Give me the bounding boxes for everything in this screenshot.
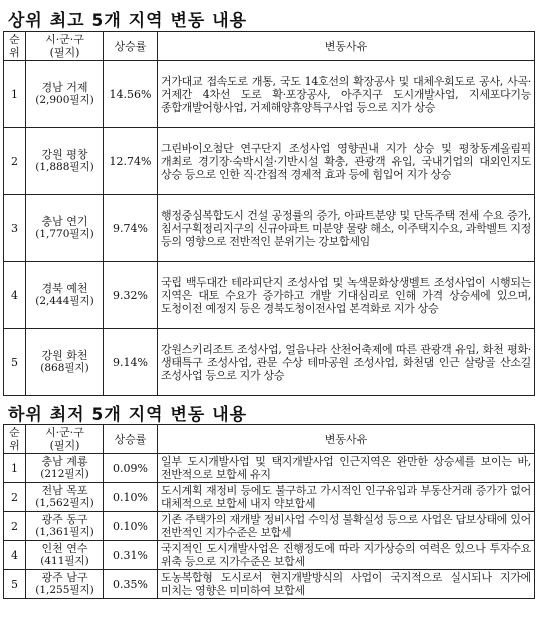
region-parcels: (1,255필지) bbox=[35, 584, 94, 596]
region-name: 광주 남구 bbox=[41, 571, 88, 584]
table-row bbox=[4, 262, 535, 329]
region-cell bbox=[26, 570, 104, 599]
region-parcels: (1,361필지) bbox=[35, 526, 94, 538]
rank-cell: 4 bbox=[4, 541, 26, 570]
region-parcels: (1,562필지) bbox=[35, 497, 94, 509]
region-cell bbox=[26, 541, 104, 570]
region-name: 충남 연기 bbox=[41, 215, 88, 228]
table-row bbox=[4, 329, 535, 396]
region-cell bbox=[26, 262, 104, 329]
bottom-regions-table bbox=[3, 424, 535, 599]
region-parcels: (2,444필지) bbox=[35, 295, 94, 307]
header-reason bbox=[158, 425, 535, 454]
header-rate-label: 상승률 bbox=[114, 39, 147, 53]
top-regions-table bbox=[3, 31, 535, 396]
top-section-title: 상위 최고 5개 지역 변동 내용 bbox=[8, 11, 248, 31]
table-row bbox=[4, 195, 535, 262]
region-parcels: (1,888필지) bbox=[35, 161, 94, 173]
rate-cell: 0.10% bbox=[104, 512, 158, 541]
rank-cell: 1 bbox=[4, 61, 26, 128]
rate-cell: 0.10% bbox=[104, 483, 158, 512]
rank-cell: 2 bbox=[4, 128, 26, 195]
header-rank-label: 순 위 bbox=[9, 426, 20, 452]
region-name: 강원 화천 bbox=[41, 349, 88, 362]
header-rank bbox=[4, 32, 26, 61]
rate-cell: 0.09% bbox=[104, 454, 158, 483]
region-name: 전남 목포 bbox=[41, 484, 88, 497]
bottom-section-title: 하위 최저 5개 지역 변동 내용 bbox=[8, 405, 248, 425]
reason-cell: 일부 도시개발사업 및 택지개발사업 인근지역은 완만한 상승세를 보이는 바, 전반적으로 보합세 유지 bbox=[158, 454, 535, 483]
table-row bbox=[4, 61, 535, 128]
header-rate bbox=[104, 425, 158, 454]
rate-cell: 0.31% bbox=[104, 541, 158, 570]
rate-cell: 9.14% bbox=[104, 329, 158, 396]
header-reason-label: 변동사유 bbox=[324, 432, 368, 446]
header-reason-label: 변동사유 bbox=[324, 39, 368, 53]
rank-cell: 3 bbox=[4, 195, 26, 262]
reason-cell: 그린바이오첨단 연구단지 조성사업 영향권내 지가 상승 및 평창동계올림픽 개최로 경기장·숙박시설·기반시설 확충, 관광객 유입, 국내기업의 대외인지도 상승 등으로 인한 직·간접적 경제적 효과 등에 힘입어 지가 상승 bbox=[158, 128, 535, 195]
table-row bbox=[4, 512, 535, 541]
reason-cell: 도농복합형 도시로서 현지개발방식의 사업이 국지적으로 실시되나 지가에 미치는 영향은 미미하여 보합세 bbox=[158, 570, 535, 599]
region-cell bbox=[26, 483, 104, 512]
region-parcels: (2,900필지) bbox=[35, 94, 94, 106]
region-name: 인천 연수 bbox=[41, 542, 88, 555]
rank-cell: 2 bbox=[4, 512, 26, 541]
table-row bbox=[4, 483, 535, 512]
region-parcels: (212필지) bbox=[40, 468, 89, 480]
header-reason bbox=[158, 32, 535, 61]
region-cell bbox=[26, 512, 104, 541]
reason-cell: 도시계획 재정비 등에도 불구하고 가시적인 인구유입과 부동산거래 증가가 없어 대체적으로 보합세 내지 약보합세 bbox=[158, 483, 535, 512]
table-row bbox=[4, 541, 535, 570]
rate-cell: 9.32% bbox=[104, 262, 158, 329]
region-cell bbox=[26, 195, 104, 262]
rank-cell: 1 bbox=[4, 454, 26, 483]
header-region-label: 시·군·구 (필지) bbox=[45, 426, 84, 452]
rank-cell: 5 bbox=[4, 329, 26, 396]
table-row bbox=[4, 570, 535, 599]
region-name: 강원 평창 bbox=[41, 148, 88, 161]
header-region-label: 시·군·구 (필지) bbox=[45, 33, 84, 59]
reason-cell: 국지적인 도시개발사업은 진행정도에 따라 지가상승의 여력은 있으나 투자수요 위축 등으로 지가수준은 보합세 bbox=[158, 541, 535, 570]
region-parcels: (411필지) bbox=[40, 555, 89, 567]
region-cell bbox=[26, 128, 104, 195]
rate-cell: 0.35% bbox=[104, 570, 158, 599]
rank-cell: 4 bbox=[4, 262, 26, 329]
rate-cell: 12.74% bbox=[104, 128, 158, 195]
region-name: 경남 거제 bbox=[41, 81, 88, 94]
rate-cell: 14.56% bbox=[104, 61, 158, 128]
header-region bbox=[26, 425, 104, 454]
table-row bbox=[4, 128, 535, 195]
header-rank-label: 순 위 bbox=[9, 33, 20, 59]
region-cell bbox=[26, 454, 104, 483]
reason-cell: 국립 백두대간 테라피단지 조성사업 및 녹색문화상생벨트 조성사업이 시행되는 지역은 대토 수요가 증가하고 개발 기대심리로 인해 가격 상승세에 있으며, 도청이전 예정지 등은 경북도청이전사업 본격화로 지가 상승 bbox=[158, 262, 535, 329]
rate-cell: 9.74% bbox=[104, 195, 158, 262]
region-name: 충남 계룡 bbox=[41, 455, 88, 468]
reason-cell: 기존 주택가의 재개발 정비사업 수익성 불확실성 등으로 사업은 답보상태에 있어 전반적인 지가수준은 보합세 bbox=[158, 512, 535, 541]
reason-cell: 행정중심복합도시 건설 공정률의 증가, 아파트분양 및 단독주택 전세 수요 증가, 침서구획정리지구의 신규아파트 미분양 물량 해소, 이주택지수요, 과학벨트 지정 등의 영향으로 전반적인 분위기는 강보합세임 bbox=[158, 195, 535, 262]
header-rank bbox=[4, 425, 26, 454]
header-rate bbox=[104, 32, 158, 61]
rank-cell: 5 bbox=[4, 570, 26, 599]
region-parcels: (868필지) bbox=[40, 362, 89, 374]
region-cell bbox=[26, 61, 104, 128]
rank-cell: 2 bbox=[4, 483, 26, 512]
table-header-row bbox=[4, 32, 535, 61]
reason-cell: 강원스키리조트 조성사업, 얼음나라 산천어축제에 따른 관광객 유입, 화천 평화·생태특구 조성사업, 관문 수상 테마공원 조성사업, 화천댐 인근 살랑골 산소길 조성사업 등으로 지가 상승 bbox=[158, 329, 535, 396]
region-parcels: (1,770필지) bbox=[35, 228, 94, 240]
region-cell bbox=[26, 329, 104, 396]
reason-cell: 거가대교 접속도로 개통, 국도 14호선의 확장공사 및 대체우회도로 공사, 사곡·거제간 4차선 도로 확·포장공사, 아주지구 도시개발사업, 지세포다기능 종합개발어항사업, 거제해양휴양특구사업 등으로 지가 상승 bbox=[158, 61, 535, 128]
region-name: 경북 예천 bbox=[41, 282, 88, 295]
region-name: 광주 동구 bbox=[41, 513, 88, 526]
header-rate-label: 상승률 bbox=[114, 432, 147, 446]
table-row bbox=[4, 454, 535, 483]
header-region bbox=[26, 32, 104, 61]
table-header-row bbox=[4, 425, 535, 454]
